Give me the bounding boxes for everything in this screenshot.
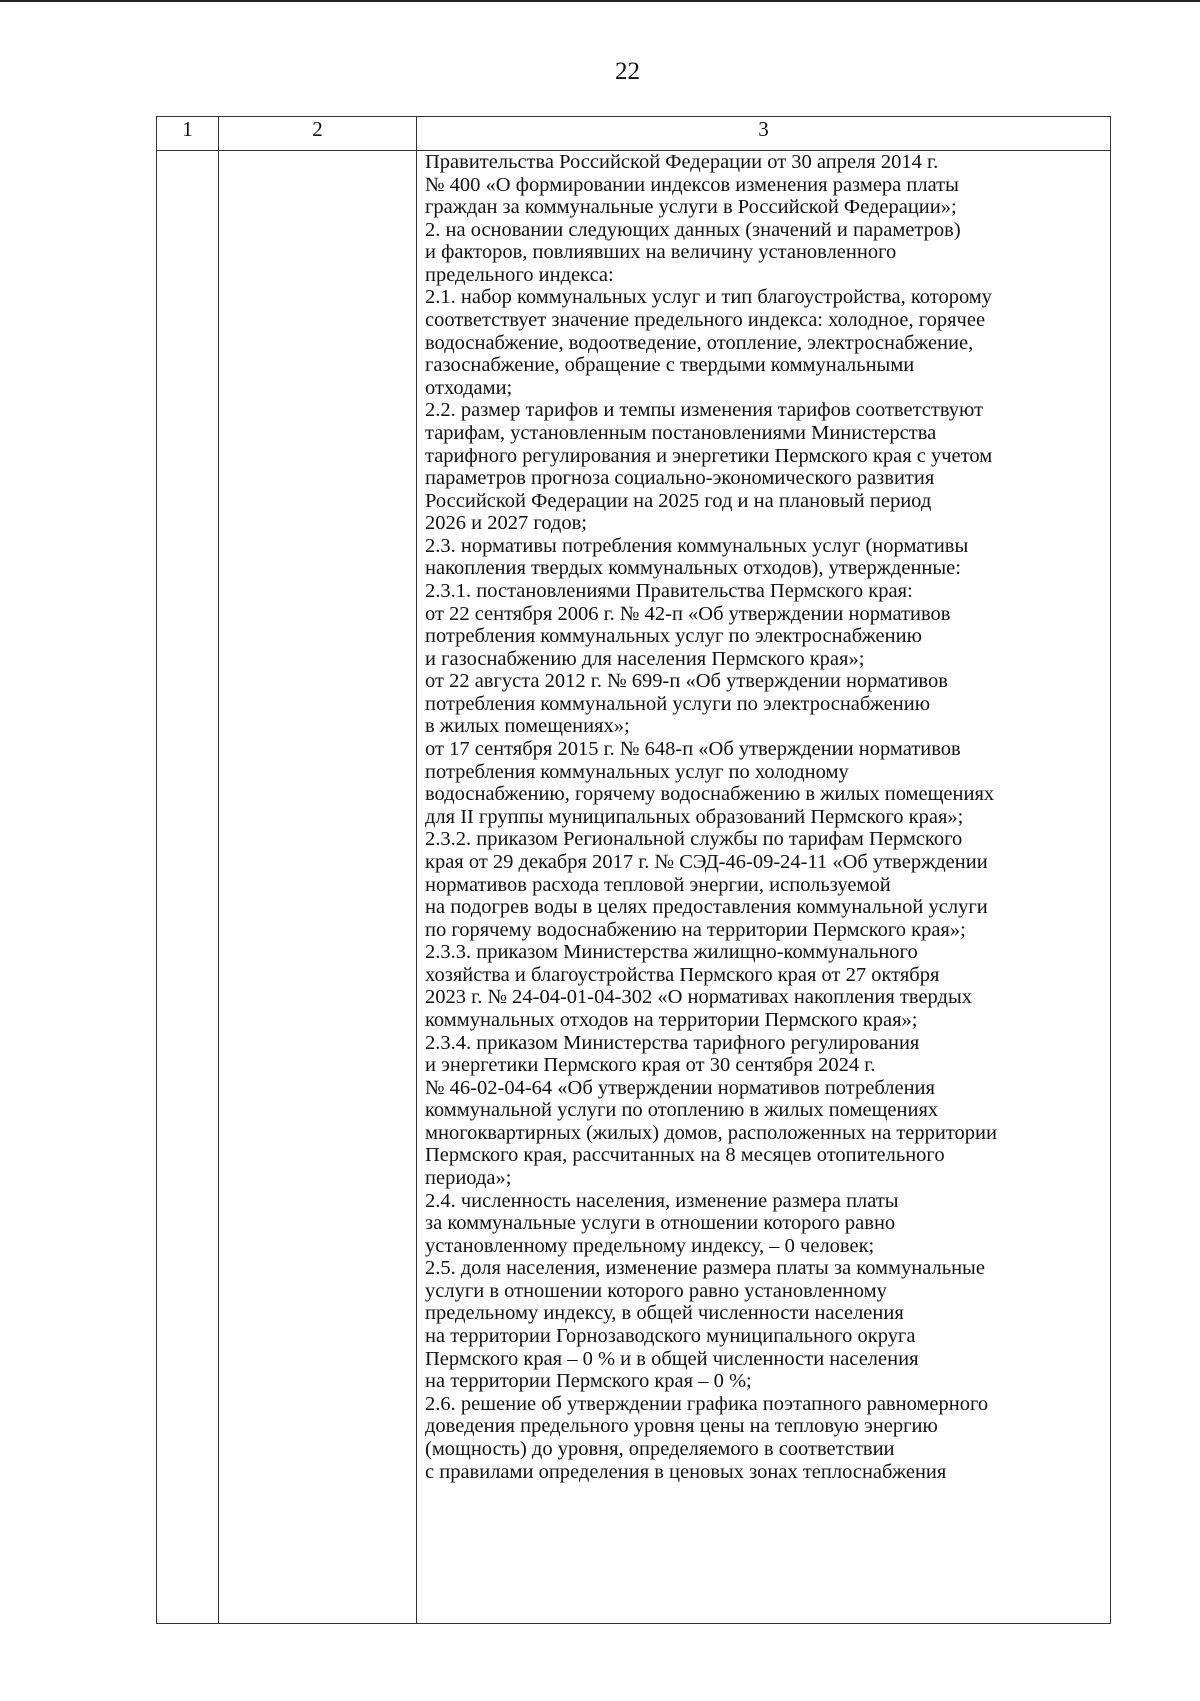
text-line: потребления коммунальных услуг по холодному bbox=[425, 760, 849, 783]
text-line: водоснабжение, водоотведение, отопление, электроснабжение, bbox=[425, 331, 974, 354]
text-line: 2.3.3. приказом Министерства жилищно-коммунального bbox=[425, 941, 918, 964]
text-line: предельному индексу, в общей численности населения bbox=[425, 1302, 904, 1325]
text-line: предельного индекса: bbox=[425, 263, 614, 286]
text-line: 2.2. размер тарифов и темпы изменения тарифов соответствуют bbox=[425, 399, 984, 422]
text-line: края от 29 декабря 2017 г. № СЭД-46-09-24-11 «Об утверждении bbox=[425, 850, 988, 873]
text-line: за коммунальные услуги в отношении которого равно bbox=[425, 1212, 896, 1235]
text-line: 2.3. нормативы потребления коммунальных услуг (нормативы bbox=[425, 534, 969, 557]
column-2-cell bbox=[219, 151, 417, 1624]
text-line: Правительства Российской Федерации от 30 апреля 2014 г. bbox=[425, 151, 939, 173]
table-header-row bbox=[157, 117, 1111, 151]
column-header-3: 3 bbox=[417, 117, 1111, 151]
text-line: на подогрев воды в целях предоставления коммунальной услуги bbox=[425, 896, 988, 919]
page-number: 22 bbox=[615, 58, 640, 85]
table-row bbox=[157, 151, 1111, 1624]
text-line: в жилых помещениях»; bbox=[425, 715, 630, 738]
text-line: Пермского края, рассчитанных на 8 месяцев отопительного bbox=[425, 1144, 945, 1167]
text-line: установленному предельному индексу, – 0 человек; bbox=[425, 1234, 875, 1257]
text-line: 2.4. численность населения, изменение размера платы bbox=[425, 1189, 899, 1212]
text-line: потребления коммунальной услуги по электроснабжению bbox=[425, 692, 931, 715]
text-line: потребления коммунальных услуг по электроснабжению bbox=[425, 625, 922, 648]
text-line: 2023 г. № 24-04-01-04-302 «О нормативах накопления твердых bbox=[425, 986, 972, 1009]
text-line: с правилами определения в ценовых зонах теплоснабжения bbox=[425, 1460, 947, 1483]
text-lines-container bbox=[425, 151, 1104, 1483]
text-line: № 46-02-04-64 «Об утверждении нормативов потребления bbox=[425, 1076, 935, 1099]
text-line: (мощность) до уровня, определяемого в соответствии bbox=[425, 1437, 895, 1460]
text-line: параметров прогноза социально-экономического развития bbox=[425, 467, 935, 490]
text-line: хозяйства и благоустройства Пермского края от 27 октября bbox=[425, 963, 940, 986]
text-line: соответствует значение предельного индекса: холодное, горячее bbox=[425, 309, 986, 332]
column-3-text-cell bbox=[417, 151, 1111, 1624]
text-line: 2.3.4. приказом Министерства тарифного регулирования bbox=[425, 1031, 920, 1054]
text-line: от 22 августа 2012 г. № 699-п «Об утверждении нормативов bbox=[425, 670, 948, 693]
text-line: тарифного регулирования и энергетики Пермского края с учетом bbox=[425, 444, 993, 467]
text-line: для II группы муниципальных образований Пермского края»; bbox=[425, 805, 964, 828]
text-line: газоснабжение, обращение с твердыми коммунальными bbox=[425, 354, 915, 377]
text-line: отходами; bbox=[425, 376, 513, 399]
text-line: Пермского края – 0 % и в общей численности населения bbox=[425, 1347, 919, 1370]
text-line: от 17 сентября 2015 г. № 648-п «Об утверждении нормативов bbox=[425, 738, 961, 761]
column-header-2: 2 bbox=[219, 117, 417, 151]
text-line: доведения предельного уровня цены на тепловую энергию bbox=[425, 1415, 938, 1438]
text-line: от 22 сентября 2006 г. № 42-п «Об утверждении нормативов bbox=[425, 602, 951, 625]
text-line: тарифам, установленным постановлениями Министерства bbox=[425, 421, 937, 444]
text-line: коммунальных отходов на территории Пермского края»; bbox=[425, 1008, 918, 1031]
text-line: и факторов, повлиявших на величину установленного bbox=[425, 241, 897, 264]
text-line: многоквартирных (жилых) домов, расположенных на территории bbox=[425, 1121, 997, 1144]
text-line: и энергетики Пермского края от 30 сентября 2024 г. bbox=[425, 1054, 876, 1077]
text-line: 2026 и 2027 годов; bbox=[425, 512, 587, 535]
text-line: 2.3.1. постановлениями Правительства Пермского края: bbox=[425, 579, 913, 602]
text-line: периода»; bbox=[425, 1167, 512, 1190]
text-line: Российской Федерации на 2025 год и на плановый период bbox=[425, 489, 932, 512]
text-line: по горячему водоснабжению на территории Пермского края»; bbox=[425, 918, 966, 941]
text-line: на территории Горнозаводского муниципального округа bbox=[425, 1325, 916, 1348]
document-table bbox=[156, 116, 1111, 1624]
text-line: № 400 «О формировании индексов изменения размера платы bbox=[425, 173, 959, 196]
text-line: граждан за коммунальные услуги в Российской Федерации»; bbox=[425, 196, 957, 219]
text-line: и газоснабжению для населения Пермского края»; bbox=[425, 647, 865, 670]
text-line: 2.3.2. приказом Региональной службы по тарифам Пермского bbox=[425, 828, 963, 851]
text-line: 2.1. набор коммунальных услуг и тип благоустройства, которому bbox=[425, 286, 993, 309]
text-line: 2.5. доля населения, изменение размера платы за коммунальные bbox=[425, 1257, 985, 1280]
text-line: 2.6. решение об утверждении графика поэтапного равномерного bbox=[425, 1392, 989, 1415]
top-border-rule bbox=[0, 0, 1200, 2]
text-line: на территории Пермского края – 0 %; bbox=[425, 1370, 752, 1393]
text-line: коммунальной услуги по отоплению в жилых помещениях bbox=[425, 1099, 939, 1122]
text-line: нормативов расхода тепловой энергии, используемой bbox=[425, 873, 891, 896]
text-line: услуги в отношении которого равно установленному bbox=[425, 1279, 887, 1302]
text-line: накопления твердых коммунальных отходов), утвержденные: bbox=[425, 557, 961, 580]
column-1-cell bbox=[157, 151, 219, 1624]
text-line: 2. на основании следующих данных (значений и параметров) bbox=[425, 218, 961, 241]
column-header-1: 1 bbox=[157, 117, 219, 151]
text-line: водоснабжению, горячему водоснабжению в жилых помещениях bbox=[425, 783, 995, 806]
